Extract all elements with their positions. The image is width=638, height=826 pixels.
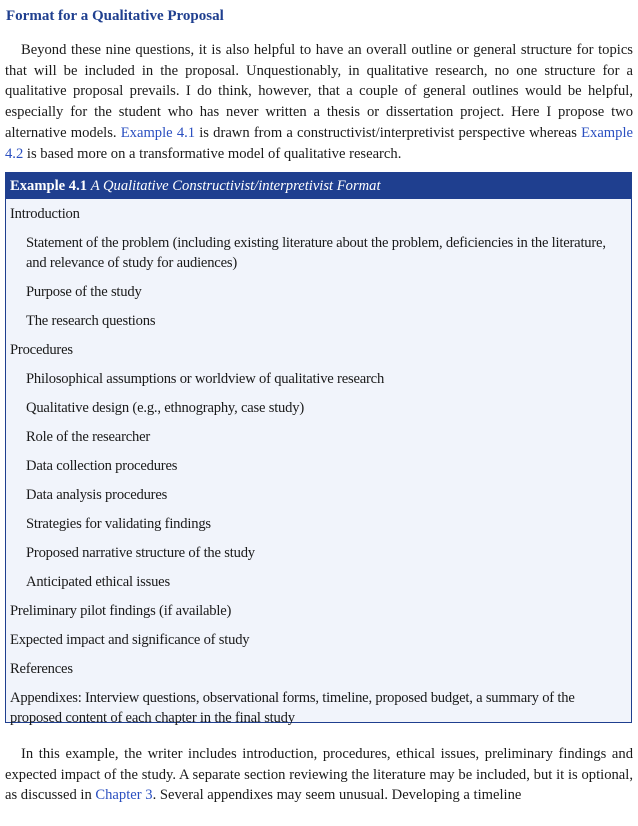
chapter-3-link[interactable]: Chapter 3 [95, 787, 153, 804]
example-box [5, 172, 632, 726]
example-box-header [6, 173, 631, 199]
intro-text-2: is drawn from a constructivist/interpretivist perspective whereas [199, 124, 577, 141]
outline-item: Data analysis procedures [26, 487, 168, 503]
outline-item: Preliminary pilot findings (if available) [10, 603, 232, 619]
outline-item: The research questions [26, 313, 156, 329]
intro-paragraph [5, 40, 633, 164]
example-number: Example 4.1 [10, 178, 88, 194]
intro-text-1: Beyond these nine questions, it is also helpful to have an overall outline or general structure for topics that will be included in the proposal. Unquestionably, in qualitative research, no one structure for a qualitative proposal prevails. I do think, however, that a couple of general outlines would be helpful, especially for the student who has never written a thesis or dissertation project. Here I propose two alternative models. [5, 42, 633, 141]
closing-text-1: In this example, the writer includes introduction, procedures, ethical issues, preliminary findings and expected impact of the study. A separate section reviewing the literature may be included, but it is optional, as discussed in [5, 746, 633, 804]
outline-item: Appendixes: Interview questions, observational forms, timeline, proposed budget, a summary of the proposed content of each chapter in the final study [10, 690, 575, 726]
closing-text-2: . Several appendixes may seem unusual. Developing a timeline [152, 787, 522, 804]
closing-paragraph [5, 744, 633, 806]
outline-item: Data collection procedures [26, 458, 178, 474]
outline-item: Procedures [10, 342, 73, 358]
example-4-2-link[interactable]: Example 4.2 [5, 124, 633, 162]
outline-item: Qualitative design (e.g., ethnography, case study) [26, 400, 305, 416]
outline-item: Role of the researcher [26, 429, 151, 445]
outline-item: Statement of the problem (including existing literature about the problem, deficiencies in the literature, and relevance of study for audiences) [26, 235, 606, 271]
example-title: A Qualitative Constructivist/interpretivist Format [90, 178, 381, 194]
section-heading: Format for a Qualitative Proposal [6, 8, 224, 24]
outline-item: Anticipated ethical issues [26, 574, 170, 590]
outline-list [6, 199, 631, 726]
outline-item: Expected impact and significance of study [10, 632, 250, 648]
outline-item: Strategies for validating findings [26, 516, 211, 532]
outline-item: Philosophical assumptions or worldview of qualitative research [26, 371, 385, 387]
outline-item: Introduction [10, 206, 80, 222]
example-4-1-link[interactable]: Example 4.1 [120, 124, 196, 141]
outline-item: Purpose of the study [26, 284, 142, 300]
outline-item: Proposed narrative structure of the study [26, 545, 255, 561]
intro-text-3: is based more on a transformative model of qualitative research. [26, 145, 402, 162]
outline-item: References [10, 661, 73, 677]
